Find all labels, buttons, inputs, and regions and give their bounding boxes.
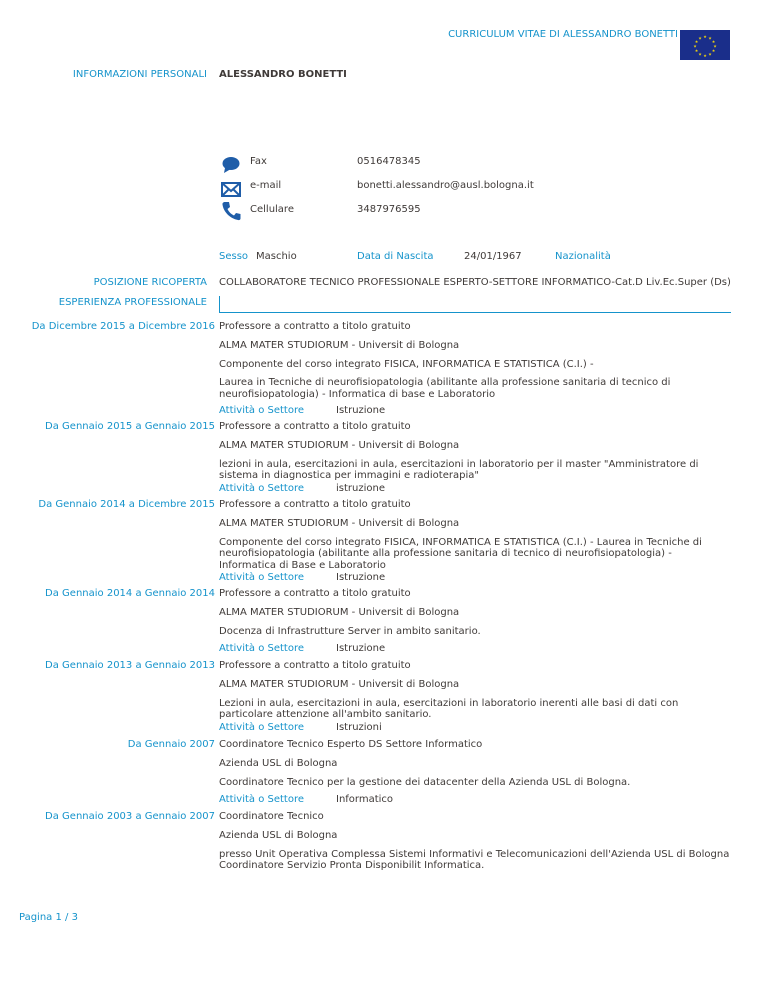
sex-value: Maschio [256,251,297,262]
svg-text:★: ★ [694,39,699,44]
svg-text:★: ★ [698,35,702,41]
activity-label: Attività o Settore [219,722,305,733]
entry-body [219,679,731,728]
activity-label: Attività o Settore [219,794,305,805]
entry-employer: Azienda USL di Bologna [219,758,338,769]
activity-value: Istruzione [336,405,386,416]
entry-role: Professore a contratto a titolo gratuito [219,660,411,671]
entry-date: Da Gennaio 2014 a Gennaio 2014 [45,588,215,599]
activity-label: Attività o Settore [219,483,305,494]
activity-label: Attività o Settore [219,572,305,583]
activity-label: Attività o Settore [219,405,305,416]
entry-role: Coordinatore Tecnico [219,811,324,822]
entry-date: Da Gennaio 2014 a Dicembre 2015 [38,499,215,510]
svg-text:★: ★ [693,43,697,49]
svg-text:★: ★ [713,43,717,49]
entry-date: Da Gennaio 2003 a Gennaio 2007 [45,811,215,822]
activity-value: istruzione [336,483,385,494]
envelope-icon [221,179,241,199]
speech-bubble-icon [221,155,241,175]
contact-label-mobile: Cellulare [250,204,294,215]
activity-label: Attività o Settore [219,643,305,654]
entry-body [219,340,731,407]
entry-employer: Azienda USL di Bologna [219,830,338,841]
entry-body [219,440,731,489]
entry-description: Componente del corso integrato FISICA, INFORMATICA E STATISTICA (C.I.) - Laurea in Tecniche di neurofisiopatologia (abilitante alla professione sanitaria di tecnico di neurofisiopatologia) - Informatica di Base e Laboratorio [219,536,702,571]
contact-value-email[interactable]: bonetti.alessandro@ausl.bologna.it [357,180,534,191]
entry-employer: ALMA MATER STUDIORUM - Universit di Bologna [219,679,460,690]
phone-icon [221,201,241,221]
entry-body [219,830,731,879]
entry-description: Lezioni in aula, esercitazioni in aula, esercitazioni in laboratorio inerenti alle basi di dati con particolare attenzione all'ambito sanitario. [219,697,679,720]
entry-body [219,607,731,644]
entry-employer: ALMA MATER STUDIORUM - Universit di Bologna [219,440,460,451]
svg-text:★: ★ [698,51,702,57]
contact-value-fax: 0516478345 [357,156,421,167]
entry-role: Professore a contratto a titolo gratuito [219,499,411,510]
entry-body [219,518,731,578]
entry-body [219,758,731,795]
entry-description: Laurea in Tecniche di neurofisiopatologia (abilitante alla professione sanitaria di tecnico di neurofisiopatologia) - Informatica di base e Laboratorio [219,377,671,400]
entry-description: lezioni in aula, esercitazioni in aula, esercitazioni in laboratorio per il master "Amministratore di sistema in diagnostica per immagini e radioterapia" [219,458,699,481]
svg-text:★: ★ [708,35,712,41]
section-label-position: POSIZIONE RICOPERTA [93,277,207,288]
entry-employer: ALMA MATER STUDIORUM - Universit di Bologna [219,340,460,351]
svg-text:★: ★ [703,34,707,39]
birthdate-label: Data di Nascita [357,251,434,262]
entry-role: Professore a contratto a titolo gratuito [219,421,411,432]
svg-text:★: ★ [711,39,716,44]
page-number: Pagina 1 / 3 [19,912,78,923]
section-label-experience: ESPERIENZA PROFESSIONALE [58,297,207,308]
nationality-label: Nazionalità [555,251,611,262]
sex-label: Sesso [219,251,249,262]
entry-date: Da Gennaio 2015 a Gennaio 2015 [45,421,215,432]
svg-text:★: ★ [703,53,707,58]
person-name: ALESSANDRO BONETTI [219,69,347,80]
eu-flag-icon [680,30,730,60]
svg-text:★: ★ [711,48,716,53]
position-value: COLLABORATORE TECNICO PROFESSIONALE ESPERTO-SETTORE INFORMATICO-Cat.D Liv.Ec.Super (Ds) [219,277,731,288]
entry-role: Coordinatore Tecnico Esperto DS Settore Informatico [219,739,483,750]
cv-title: CURRICULUM VITAE DI ALESSANDRO BONETTI [448,29,678,40]
entry-description: Componente del corso integrato FISICA, INFORMATICA E STATISTICA (C.I.) - [219,358,594,370]
entry-role: Professore a contratto a titolo gratuito [219,321,411,332]
entry-date: Da Dicembre 2015 a Dicembre 2016 [31,321,215,332]
section-divider [219,296,731,313]
entry-date: Da Gennaio 2013 a Gennaio 2013 [45,660,215,671]
contact-value-mobile: 3487976595 [357,204,421,215]
svg-text:★: ★ [694,48,699,53]
entry-description: Coordinatore Tecnico per la gestione dei datacenter della Azienda USL di Bologna. [219,776,631,788]
entry-employer: ALMA MATER STUDIORUM - Universit di Bologna [219,518,460,529]
section-label-personal: INFORMAZIONI PERSONALI [72,69,207,80]
activity-value: Istruzioni [336,722,382,733]
activity-value: Informatico [336,794,394,805]
activity-value: Istruzione [336,572,386,583]
entry-date: Da Gennaio 2007 [127,739,215,750]
contact-label-email: e-mail [250,180,282,191]
birthdate-value: 24/01/1967 [464,251,522,262]
entry-role: Professore a contratto a titolo gratuito [219,588,411,599]
entry-description: Docenza di Infrastrutture Server in ambito sanitario. [219,625,481,637]
contact-label-fax: Fax [250,156,267,167]
entry-employer: ALMA MATER STUDIORUM - Universit di Bologna [219,607,460,618]
activity-value: Istruzione [336,643,386,654]
svg-text:★: ★ [708,51,712,57]
entry-description: presso Unit Operativa Complessa Sistemi Informativi e Telecomunicazioni dell'Azienda USL di Bologna Coordinatore Servizio Pronta Disponibilit Informatica. [219,848,730,871]
